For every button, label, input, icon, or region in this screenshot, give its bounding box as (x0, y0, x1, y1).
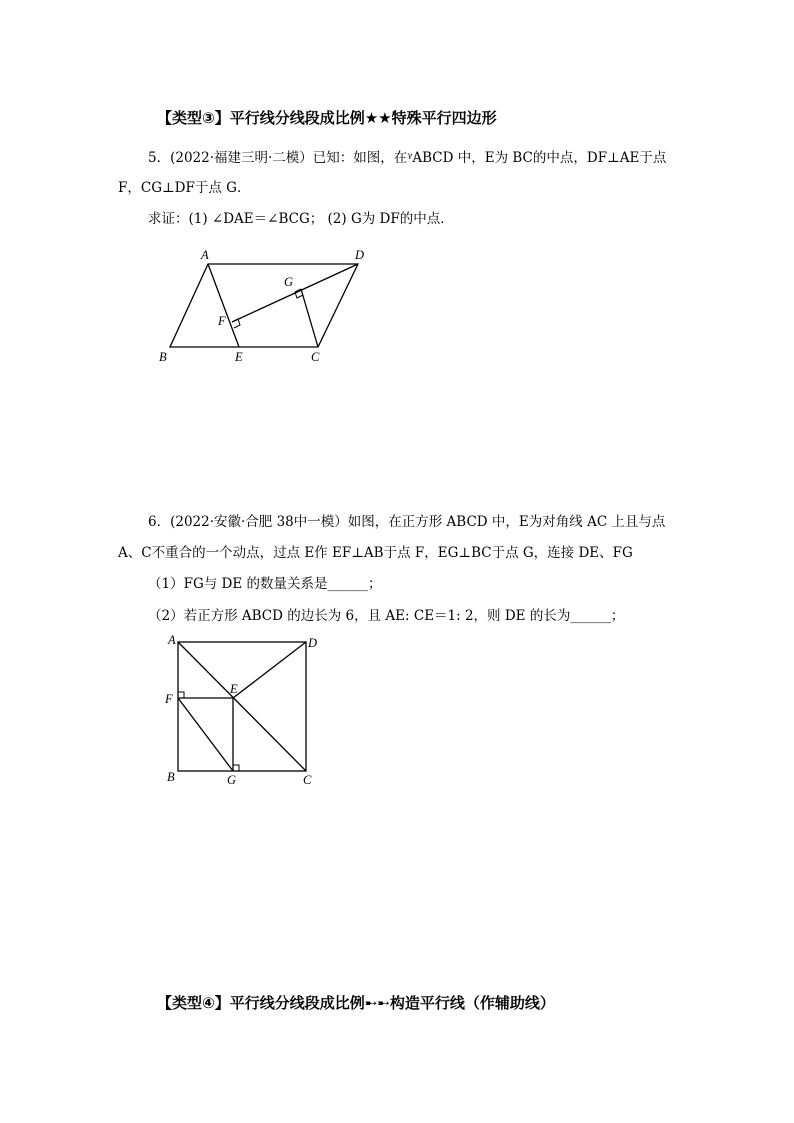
label-b: B (167, 770, 175, 784)
problem-6-line-1: 6．(2022·安徽·合肥 38中一模）如图，在正方形 ABCD 中，E为对角线 AC 上且与点 (148, 514, 666, 530)
problem-5-line-1: 5．(2022·福建三明·二模）已知：如图，在ᵞABCD 中，E为 BC的中点，DF⊥AE于点 (148, 150, 667, 166)
label-c: C (303, 773, 312, 787)
right-angle-mark-g (233, 765, 239, 771)
square-figure (155, 630, 330, 792)
label-d: D (308, 636, 318, 650)
label-a: A (168, 633, 176, 647)
segment-ae (208, 264, 239, 347)
section-3-heading: 【类型③】平行线分线段成比例★★特殊平行四边形 (157, 109, 497, 127)
label-c: C (311, 350, 320, 364)
label-g: G (284, 275, 294, 289)
segment-de (233, 642, 306, 698)
label-d: D (355, 248, 365, 262)
section-4-heading: 【类型④】平行线分线段成比例➸➸构造平行线（作辅助线） (157, 994, 555, 1012)
label-e: E (235, 350, 243, 364)
segment-fg (178, 698, 233, 771)
label-f: F (218, 314, 226, 328)
problem-6-question-1: （1）FG与 DE 的数量关系是______； (148, 576, 382, 592)
segment-cg (301, 289, 318, 347)
label-g: G (227, 773, 237, 787)
problem-5-line-3: 求证：(1) ∠DAE＝∠BCG； (2) G为 DF的中点． (148, 211, 454, 227)
right-angle-mark-f (232, 319, 240, 328)
parallelogram-figure (150, 240, 390, 370)
right-angle-mark-f (178, 692, 184, 698)
label-e: E (230, 682, 238, 696)
label-f: F (165, 692, 173, 706)
problem-6-line-2: A、C不重合的一个动点，过点 E作 EF⊥AB于点 F，EG⊥BC于点 G，连接 DE、FG (118, 545, 633, 561)
problem-6-question-2: （2）若正方形 ABCD 的边长为 6，且 AE: CE＝1: 2，则 DE 的长为______； (148, 608, 625, 624)
label-b: B (159, 350, 167, 364)
label-a: A (201, 248, 209, 262)
diagonal-ac (178, 642, 306, 771)
problem-5-line-2: F，CG⊥DF于点 G． (118, 180, 251, 196)
